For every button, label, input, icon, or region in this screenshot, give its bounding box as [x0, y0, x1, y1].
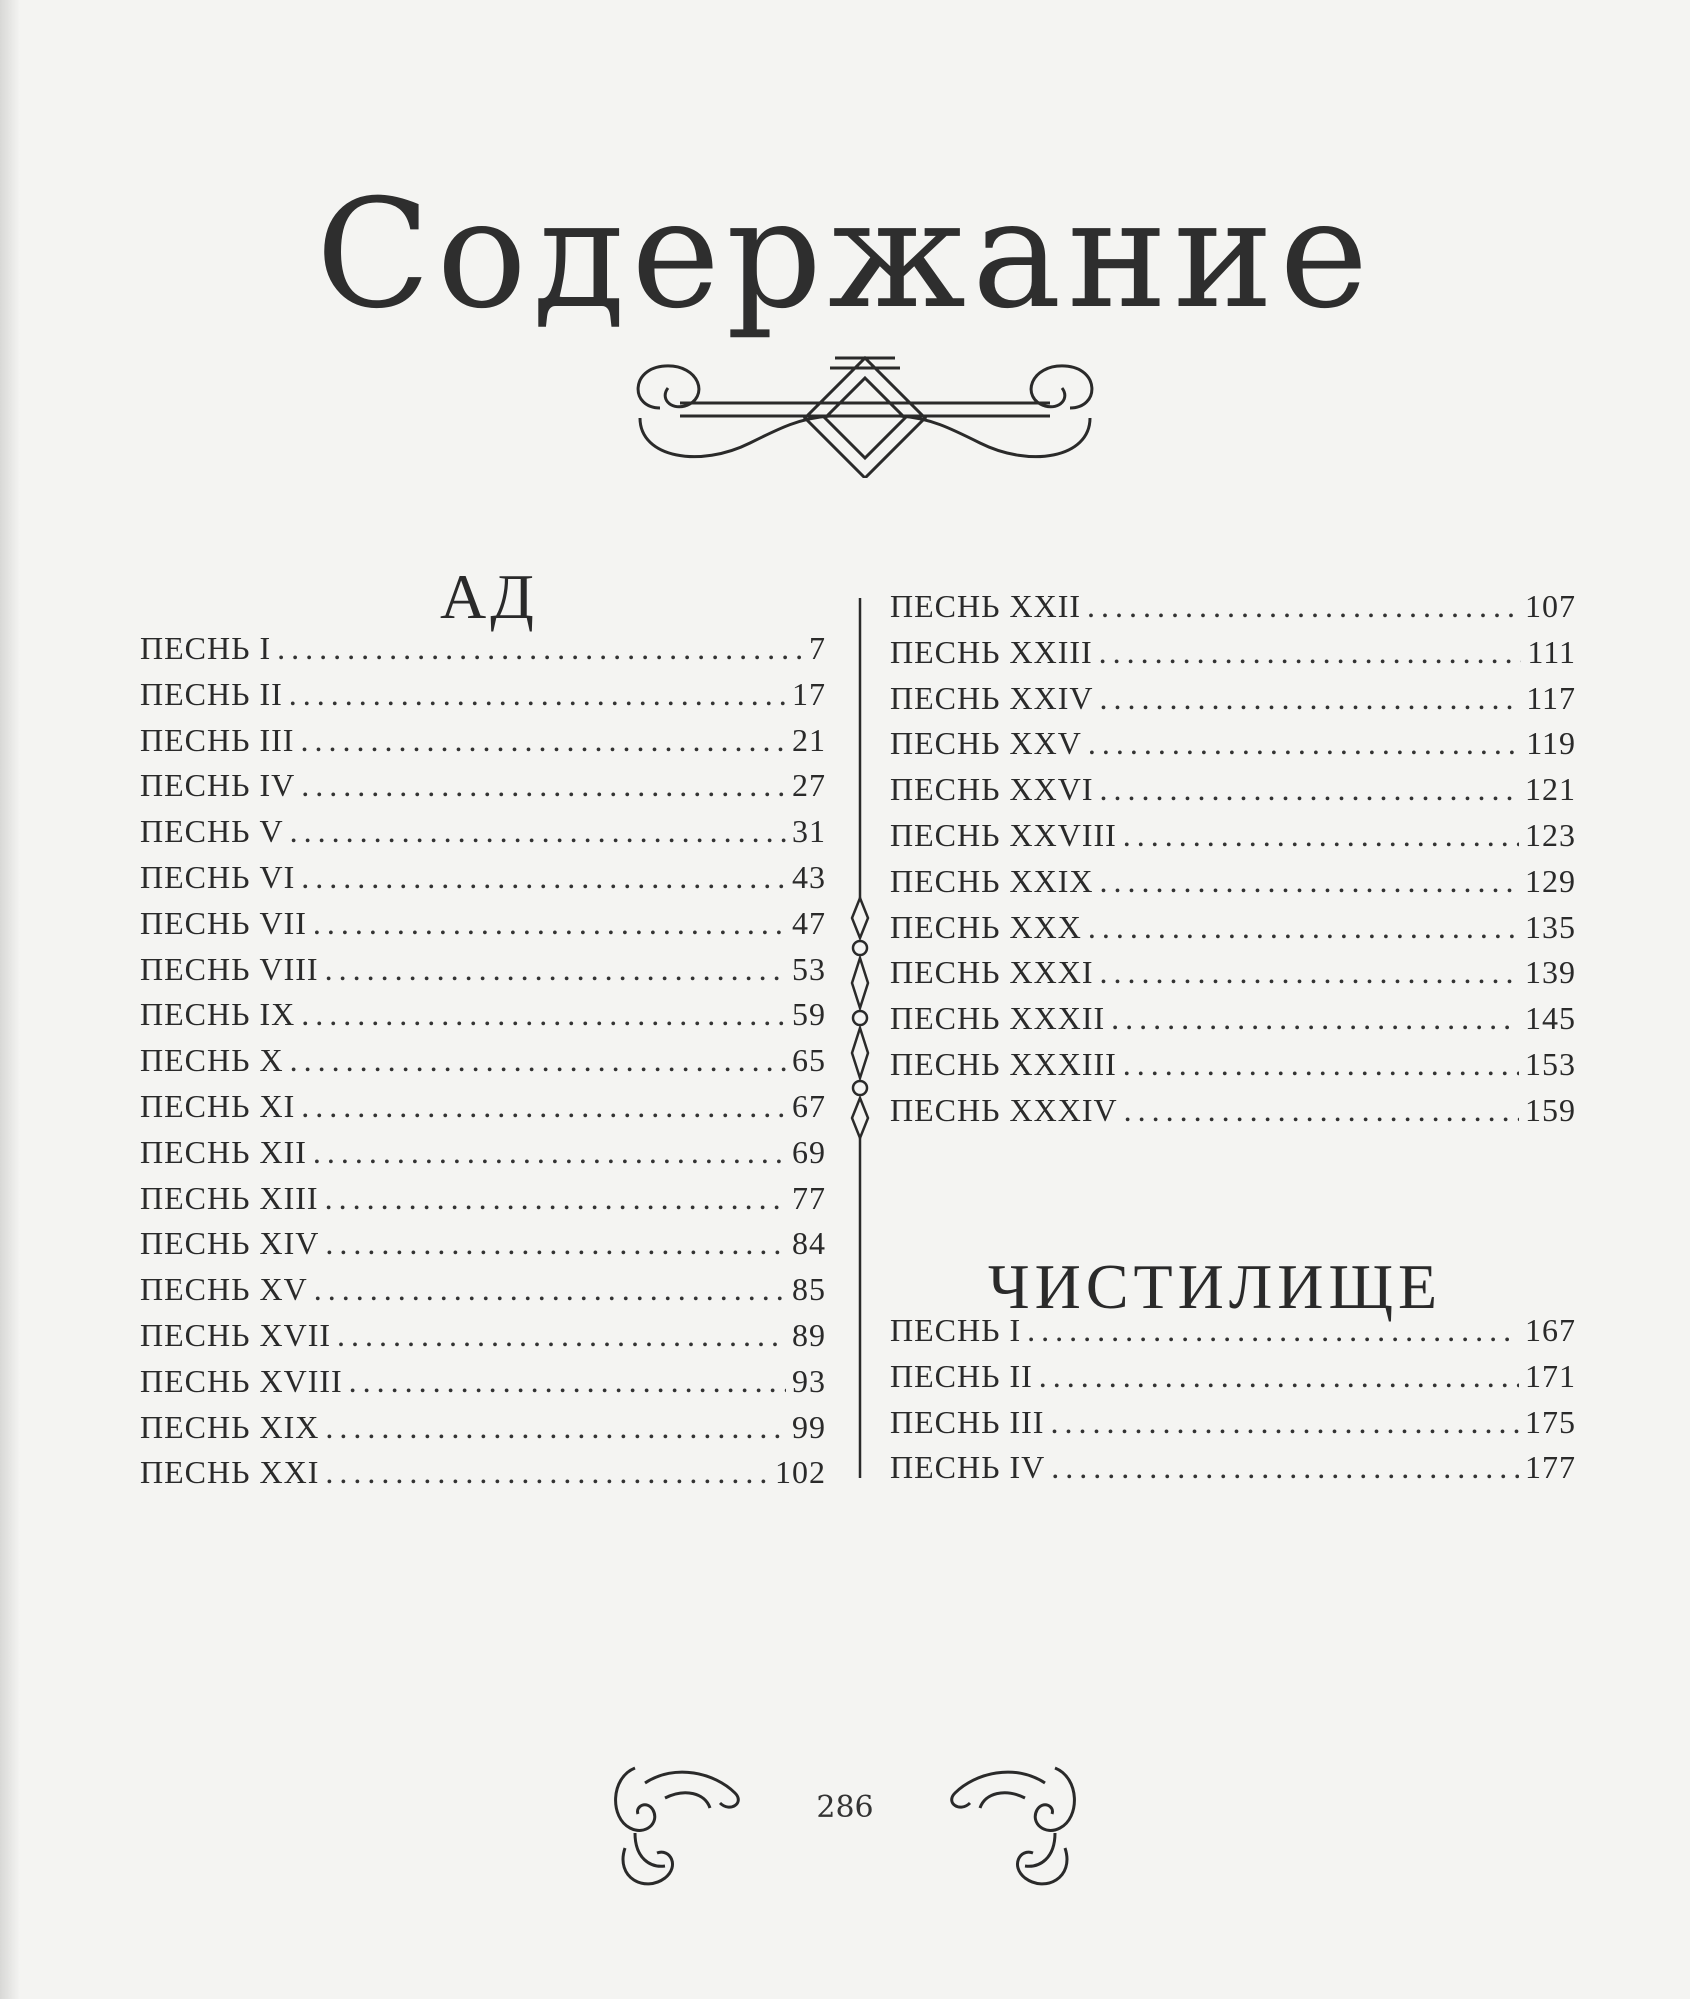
dot-leader	[290, 813, 786, 850]
toc-entry-page: 17	[792, 675, 826, 712]
toc-entry-page: 139	[1525, 954, 1576, 991]
dot-leader	[1099, 634, 1522, 671]
toc-inferno-right	[890, 588, 1576, 1138]
toc-entry-page: 47	[792, 904, 826, 941]
toc-entry-label: ПЕСНЬ I	[890, 1312, 1022, 1348]
toc-entry-label: ПЕСНЬ XIV	[140, 1225, 320, 1262]
dot-leader	[1123, 1046, 1519, 1083]
dot-leader	[1051, 1449, 1519, 1486]
dot-leader	[277, 630, 803, 667]
toc-entry	[140, 1409, 826, 1455]
toc-entry-label: ПЕСНЬ XXVI	[890, 771, 1094, 808]
toc-entry	[890, 725, 1576, 771]
toc-entry	[140, 813, 826, 859]
dot-leader	[289, 676, 786, 713]
toc-entry-label: ПЕСНЬ VIII	[140, 950, 319, 987]
toc-entry	[890, 680, 1576, 726]
toc-entry	[890, 1046, 1576, 1092]
toc-entry	[140, 1454, 826, 1500]
dot-leader	[313, 1134, 786, 1171]
dot-leader	[325, 1180, 786, 1217]
toc-entry	[140, 951, 826, 997]
toc-entry-label: ПЕСНЬ XII	[140, 1133, 307, 1170]
dot-leader	[349, 1363, 786, 1400]
toc-entry	[890, 817, 1576, 863]
toc-entry	[890, 1092, 1576, 1138]
toc-entry-label: ПЕСНЬ V	[140, 813, 284, 850]
toc-entry-page: 107	[1525, 588, 1576, 624]
toc-entry-page: 7	[809, 630, 826, 666]
section-title-inferno: АД	[440, 561, 538, 632]
toc-entry-label: ПЕСНЬ XI	[140, 1087, 296, 1124]
dot-leader	[1099, 771, 1519, 808]
dot-leader	[1087, 588, 1519, 625]
toc-entry	[890, 954, 1576, 1000]
toc-entry-label: ПЕСНЬ XXIV	[890, 679, 1094, 716]
toc-entry-page: 89	[792, 1316, 826, 1353]
toc-entry-label: ПЕСНЬ XXII	[890, 588, 1082, 624]
toc-entry-page: 135	[1525, 908, 1576, 945]
toc-entry-label: ПЕСНЬ XXXII	[890, 1000, 1106, 1037]
dot-leader	[1111, 1000, 1519, 1037]
toc-entry-page: 85	[792, 1271, 826, 1308]
toc-entry-page: 59	[792, 996, 826, 1033]
toc-entry	[140, 1317, 826, 1363]
toc-entry	[140, 630, 826, 676]
toc-entry-label: ПЕСНЬ II	[140, 675, 283, 712]
toc-entry-label: ПЕСНЬ IV	[890, 1449, 1046, 1486]
dot-leader	[1124, 1092, 1519, 1129]
toc-entry	[890, 1000, 1576, 1046]
toc-entry	[890, 1312, 1576, 1358]
toc-entry-page: 167	[1525, 1312, 1576, 1348]
toc-entry-page: 67	[792, 1087, 826, 1124]
toc-entry-label: ПЕСНЬ XXXIV	[890, 1091, 1118, 1128]
column-divider	[848, 598, 872, 1478]
toc-entry-page: 171	[1525, 1357, 1576, 1394]
toc-entry-label: ПЕСНЬ XVII	[140, 1316, 332, 1353]
dot-leader	[1088, 725, 1520, 762]
flourish-right-icon	[935, 1748, 1085, 1898]
toc-entry	[140, 767, 826, 813]
toc-entry-page: 123	[1525, 816, 1576, 853]
dot-leader	[337, 1317, 786, 1354]
toc-entry-label: ПЕСНЬ XXVIII	[890, 816, 1117, 853]
dot-leader	[325, 1225, 786, 1262]
toc-entry	[140, 1042, 826, 1088]
toc-entry-page: 159	[1525, 1091, 1576, 1128]
section-title-purgatorio: ЧИСТИЛИЩЕ	[988, 1251, 1443, 1322]
toc-entry-label: ПЕСНЬ XIX	[140, 1408, 320, 1445]
toc-entry-page: 121	[1525, 771, 1576, 808]
toc-entry-page: 31	[792, 813, 826, 850]
toc-entry-label: ПЕСНЬ X	[140, 1042, 284, 1079]
dot-leader	[1027, 1312, 1519, 1349]
toc-entry-page: 21	[792, 721, 826, 758]
toc-entry	[140, 1134, 826, 1180]
toc-entry	[140, 1088, 826, 1134]
toc-entry-label: ПЕСНЬ XV	[140, 1271, 308, 1308]
toc-entry-page: 119	[1526, 725, 1576, 762]
toc-entry	[140, 1225, 826, 1271]
toc-entry-label: ПЕСНЬ XXV	[890, 725, 1082, 762]
toc-entry	[140, 996, 826, 1042]
dot-leader	[301, 767, 786, 804]
toc-entry-label: ПЕСНЬ II	[890, 1357, 1033, 1394]
dot-leader	[1099, 954, 1519, 991]
toc-entry-page: 69	[792, 1133, 826, 1170]
dot-leader	[301, 1088, 786, 1125]
toc-entry-label: ПЕСНЬ XXIX	[890, 862, 1094, 899]
dot-leader	[301, 996, 786, 1033]
toc-entry-page: 77	[792, 1179, 826, 1216]
toc-entry-page: 93	[792, 1362, 826, 1399]
toc-entry	[890, 771, 1576, 817]
toc-entry	[890, 863, 1576, 909]
toc-inferno-left	[140, 630, 826, 1500]
toc-entry-label: ПЕСНЬ IX	[140, 996, 296, 1033]
toc-purgatorio	[890, 1312, 1576, 1495]
toc-entry-label: ПЕСНЬ I	[140, 630, 272, 666]
dot-leader	[325, 1409, 786, 1446]
toc-entry	[140, 1180, 826, 1226]
toc-entry	[140, 905, 826, 951]
toc-entry	[890, 1404, 1576, 1450]
toc-entry-label: ПЕСНЬ III	[890, 1403, 1045, 1440]
dot-leader	[1099, 680, 1520, 717]
dot-leader	[325, 1454, 769, 1491]
toc-entry	[140, 1363, 826, 1409]
toc-entry-label: ПЕСНЬ III	[140, 721, 295, 758]
toc-entry	[890, 1449, 1576, 1495]
toc-entry-label: ПЕСНЬ XIII	[140, 1179, 319, 1216]
page-number: 286	[816, 1790, 874, 1825]
toc-entry-page: 53	[792, 950, 826, 987]
toc-entry-page: 117	[1526, 679, 1576, 716]
toc-entry-label: ПЕСНЬ VII	[140, 904, 307, 941]
toc-entry-page: 102	[775, 1454, 826, 1491]
dot-leader	[301, 859, 786, 896]
toc-entry-page: 99	[792, 1408, 826, 1445]
toc-entry-page: 129	[1525, 862, 1576, 899]
toc-entry	[890, 588, 1576, 634]
toc-entry-page: 84	[792, 1225, 826, 1262]
dot-leader	[1099, 863, 1519, 900]
knot-ornament-icon	[620, 348, 1110, 478]
toc-entry-label: ПЕСНЬ VI	[140, 858, 296, 895]
toc-entry-page: 175	[1525, 1403, 1576, 1440]
dot-leader	[1050, 1404, 1519, 1441]
dot-leader	[325, 951, 786, 988]
toc-entry	[890, 1358, 1576, 1404]
toc-entry-label: ПЕСНЬ XVIII	[140, 1362, 343, 1399]
dot-leader	[1039, 1358, 1519, 1395]
page-title: Содержание	[315, 168, 1375, 342]
dot-leader	[313, 905, 786, 942]
toc-entry-page: 177	[1525, 1449, 1576, 1486]
toc-entry-page: 153	[1525, 1045, 1576, 1082]
dot-leader	[300, 722, 786, 759]
toc-entry-label: ПЕСНЬ XXXIII	[890, 1045, 1117, 1082]
dot-leader	[1088, 909, 1519, 946]
toc-entry-label: ПЕСНЬ XXXI	[890, 954, 1094, 991]
toc-entry	[140, 722, 826, 768]
toc-entry-page: 65	[792, 1042, 826, 1079]
toc-entry-page: 111	[1527, 633, 1576, 670]
toc-entry-page: 145	[1525, 1000, 1576, 1037]
toc-entry	[890, 909, 1576, 955]
toc-entry-label: ПЕСНЬ XXI	[140, 1454, 320, 1491]
toc-entry	[140, 676, 826, 722]
dot-leader	[290, 1042, 786, 1079]
toc-entry	[140, 859, 826, 905]
dot-leader	[314, 1271, 786, 1308]
toc-entry-label: ПЕСНЬ XXIII	[890, 633, 1093, 670]
toc-entry	[890, 634, 1576, 680]
toc-entry-page: 43	[792, 858, 826, 895]
toc-entry-label: ПЕСНЬ XXX	[890, 908, 1082, 945]
toc-entry-page: 27	[792, 767, 826, 804]
dot-leader	[1123, 817, 1519, 854]
toc-entry-label: ПЕСНЬ IV	[140, 767, 296, 804]
toc-entry	[140, 1271, 826, 1317]
